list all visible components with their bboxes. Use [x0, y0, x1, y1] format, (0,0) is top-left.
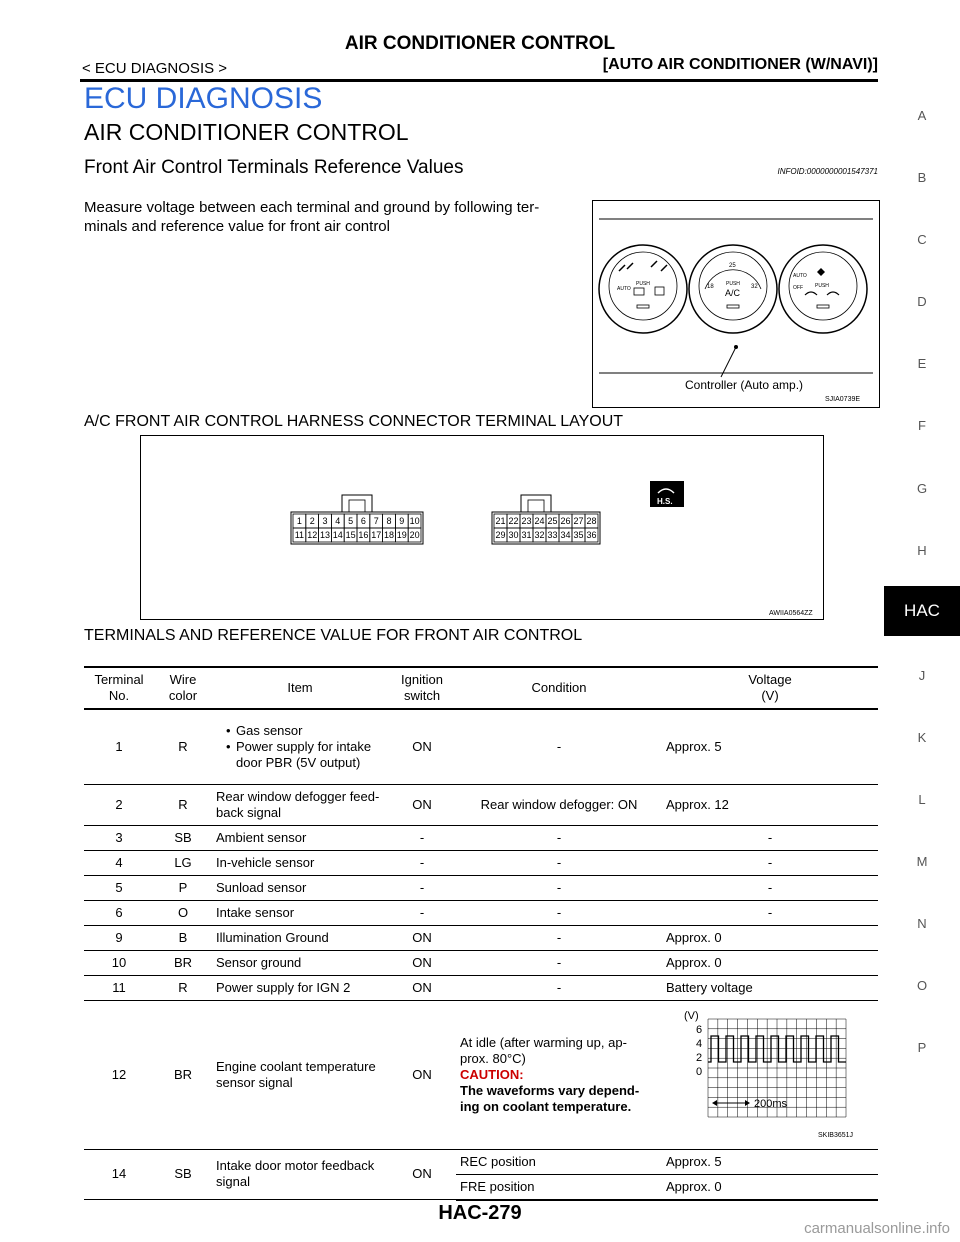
terminal-number: 8 — [386, 516, 392, 526]
svg-text:SKIB3651J: SKIB3651J — [818, 1131, 854, 1139]
terminal-number: 5 — [348, 516, 354, 526]
svg-text:6: 6 — [696, 1023, 703, 1036]
terminals-heading: TERMINALS AND REFERENCE VALUE FOR FRONT AIR CONTROL — [84, 627, 583, 644]
col-terminal: Terminal No. — [84, 667, 154, 709]
terminal-number: 16 — [358, 530, 369, 540]
terminal-number: 23 — [521, 516, 532, 526]
table-row: 3 SB Ambient sensor - - - — [84, 825, 878, 850]
svg-text:25: 25 — [729, 263, 736, 269]
svg-text:18: 18 — [707, 284, 714, 290]
side-tab-active: HAC — [884, 586, 960, 636]
table-row: 1 R • Gas sensor • Power supply for intake door PBR (5V output) ON - Approx. 5 — [84, 709, 878, 784]
svg-text:AUTO: AUTO — [617, 286, 631, 292]
table-row: 2 R Rear window defogger feed- back signal ON Rear window defogger: ON Approx. 12 — [84, 784, 878, 825]
terminal-number: 7 — [373, 516, 379, 526]
terminal-number: 15 — [345, 530, 356, 540]
waveform-cell — [662, 1000, 878, 1149]
table-row: 6 O Intake sensor - - - — [84, 900, 878, 925]
section-label: [AUTO AIR CONDITIONER (W/NAVI)] — [602, 56, 878, 73]
terminal-number: 2 — [309, 516, 315, 526]
svg-text:A/C: A/C — [725, 288, 741, 298]
table-row: 12 BR Engine coolant temperature sensor signal ON At idle (after warming up, ap- prox. 80°C) CAUTION: The waveforms vary depend- ing on coolant temperature. (V) 6 4 2 0 200ms SKIB3651J — [84, 1000, 878, 1149]
side-index-m: M — [916, 854, 928, 869]
side-index-b: B — [917, 170, 927, 185]
terminal-number: 36 — [586, 530, 597, 540]
breadcrumb: < ECU DIAGNOSIS > — [82, 60, 228, 77]
svg-text:200ms: 200ms — [754, 1097, 788, 1110]
svg-text:AUTO: AUTO — [793, 273, 807, 279]
terminal-number: 26 — [560, 516, 571, 526]
info-id: INFOID:0000000001547371 — [777, 167, 878, 176]
side-index-c: C — [917, 232, 927, 247]
connector-figure — [140, 435, 824, 620]
terminal-number: 32 — [534, 530, 545, 540]
col-ignition: Ignition switch — [388, 667, 456, 709]
terminal-number: 28 — [586, 516, 597, 526]
side-index-o: O — [916, 978, 928, 993]
side-index-f: F — [918, 418, 926, 433]
side-index-a: A — [917, 108, 927, 123]
svg-text:0: 0 — [696, 1065, 703, 1078]
caution-label: CAUTION: — [460, 1066, 524, 1082]
terminal-number: 1 — [296, 516, 302, 526]
table-row: 11 R Power supply for IGN 2 ON - Battery voltage — [84, 975, 878, 1000]
svg-text:32: 32 — [751, 284, 758, 290]
table-row: 9 B Illumination Ground ON - Approx. 0 — [84, 925, 878, 950]
item-list: • Gas sensor • Power supply for intake door PBR (5V output) — [212, 709, 388, 784]
side-index-p: P — [917, 1040, 927, 1055]
svg-text:AWIIA0564ZZ: AWIIA0564ZZ — [769, 610, 813, 617]
page-heading: ECU DIAGNOSIS — [84, 82, 323, 115]
table-row: 5 P Sunload sensor - - - — [84, 875, 878, 900]
table-row: 14 SB Intake door motor feedback signal ON REC position Approx. 5 — [84, 1149, 878, 1174]
terminal-number: 30 — [508, 530, 519, 540]
side-index-j: J — [918, 668, 926, 683]
terminal-number: 27 — [573, 516, 584, 526]
col-item: Item — [212, 667, 388, 709]
terminal-number: 17 — [371, 530, 382, 540]
side-index-e: E — [917, 356, 927, 371]
svg-text:2: 2 — [696, 1051, 703, 1064]
connector-layout-heading: A/C FRONT AIR CONTROL HARNESS CONNECTOR TERMINAL LAYOUT — [84, 413, 624, 430]
table-row: 4 LG In-vehicle sensor - - - — [84, 850, 878, 875]
page-number: HAC-279 — [438, 1202, 522, 1224]
svg-text:Controller (Auto amp.): Controller (Auto amp.) — [685, 378, 804, 392]
table-row: FRE position Approx. 0 — [84, 1174, 878, 1200]
connector-drawing — [141, 436, 823, 619]
terminal-number: 14 — [332, 530, 343, 540]
col-condition: Condition — [456, 667, 662, 709]
controller-drawing — [593, 201, 879, 407]
side-index-k: K — [917, 730, 927, 745]
side-index-l: L — [918, 792, 926, 807]
condition-cell: At idle (after warming up, ap- prox. 80°C) CAUTION: The waveforms vary depend- ing on coolant temperature. — [456, 1000, 662, 1149]
terminal-number: 19 — [396, 530, 407, 540]
terminal-number: 12 — [307, 530, 318, 540]
svg-text:PUSH: PUSH — [726, 281, 740, 287]
svg-text:PUSH: PUSH — [815, 283, 829, 289]
running-title: AIR CONDITIONER CONTROL — [344, 33, 616, 54]
terminal-number: 4 — [335, 516, 341, 526]
terminal-number: 21 — [495, 516, 506, 526]
svg-text:(V): (V) — [684, 1009, 699, 1022]
terminal-number: 29 — [495, 530, 506, 540]
side-index-h: H — [917, 543, 927, 558]
terminal-number: 25 — [547, 516, 558, 526]
col-wire: Wire color — [154, 667, 212, 709]
terminal-number: 24 — [534, 516, 545, 526]
watermark: carmanualsonline.info — [804, 1220, 950, 1237]
svg-text:SJIA0739E: SJIA0739E — [825, 396, 861, 403]
terminal-number: 11 — [294, 530, 305, 540]
controller-figure — [592, 200, 880, 408]
svg-text:H.S.: H.S. — [657, 497, 673, 506]
terminal-number: 31 — [521, 530, 532, 540]
waveform-graph — [666, 1005, 866, 1141]
terminal-number: 18 — [383, 530, 395, 540]
col-voltage: Voltage (V) — [662, 667, 878, 709]
intro-text: Measure voltage between each terminal and ground by following ter- minals and reference value for front air control — [84, 199, 540, 235]
subsection-heading: Front Air Control Terminals Reference Values — [84, 157, 464, 178]
side-index-d: D — [917, 294, 927, 309]
terminal-number: 6 — [360, 516, 366, 526]
side-index-g: G — [916, 481, 928, 496]
terminal-number: 33 — [547, 530, 558, 540]
caution-text: The waveforms vary depend- ing on coolant temperature. — [460, 1082, 640, 1114]
terminal-number: 13 — [319, 530, 331, 540]
side-index-n: N — [917, 916, 927, 931]
terminal-number: 10 — [409, 516, 420, 526]
terminal-number: 34 — [560, 530, 571, 540]
terminal-number: 3 — [322, 516, 328, 526]
terminal-number: 9 — [399, 516, 405, 526]
terminal-number: 35 — [573, 530, 584, 540]
svg-text:OFF: OFF — [793, 285, 803, 291]
svg-text:4: 4 — [696, 1037, 703, 1050]
terminal-table — [84, 666, 878, 1201]
table-header-row — [84, 667, 878, 709]
terminal-number: 20 — [409, 530, 420, 540]
table-row: 10 BR Sensor ground ON - Approx. 0 — [84, 950, 878, 975]
terminal-number: 22 — [508, 516, 519, 526]
section-heading: AIR CONDITIONER CONTROL — [84, 119, 409, 145]
svg-text:PUSH: PUSH — [636, 281, 650, 287]
